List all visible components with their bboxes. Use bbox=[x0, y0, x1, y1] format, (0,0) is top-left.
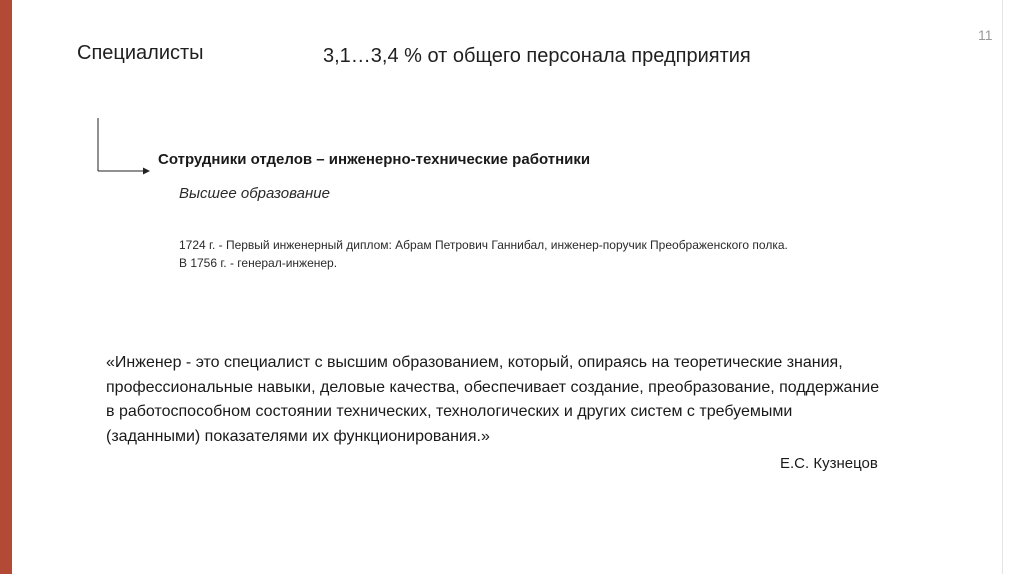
subheading-engineering-staff: Сотрудники отделов – инженерно-технические работники bbox=[158, 151, 591, 168]
fact-line: В 1756 г. - генерал-инженер. bbox=[179, 256, 338, 270]
quote-line: профессиональные навыки, деловые качества, обеспечивает создание, преобразование, поддержание bbox=[106, 378, 880, 396]
quote-line: «Инженер - это специалист с высшим образованием, который, опираясь на теоретические знания, bbox=[106, 354, 843, 371]
history-facts bbox=[179, 236, 788, 272]
fact-line: 1724 г. - Первый инженерный диплом: Абрам Петрович Ганнибал, инженер-поручик Преображенского полка. bbox=[179, 238, 788, 252]
right-divider bbox=[1002, 0, 1003, 574]
education-label: Высшее образование bbox=[179, 185, 330, 202]
quote-line: (заданными) показателями их функционирования.» bbox=[106, 427, 490, 445]
quote-author: Е.С. Кузнецов bbox=[780, 455, 878, 472]
heading-specialists: Специалисты bbox=[77, 42, 204, 64]
quote-line: в работоспособном состоянии технических, технологических и других систем с требуемыми bbox=[106, 403, 793, 420]
connector-arrow-icon bbox=[95, 115, 155, 177]
accent-bar bbox=[0, 0, 12, 574]
heading-percentage: 3,1…3,4 % от общего персонала предприятия bbox=[323, 45, 751, 67]
page-number: 11 bbox=[978, 27, 993, 43]
engineer-definition-quote bbox=[106, 351, 986, 449]
